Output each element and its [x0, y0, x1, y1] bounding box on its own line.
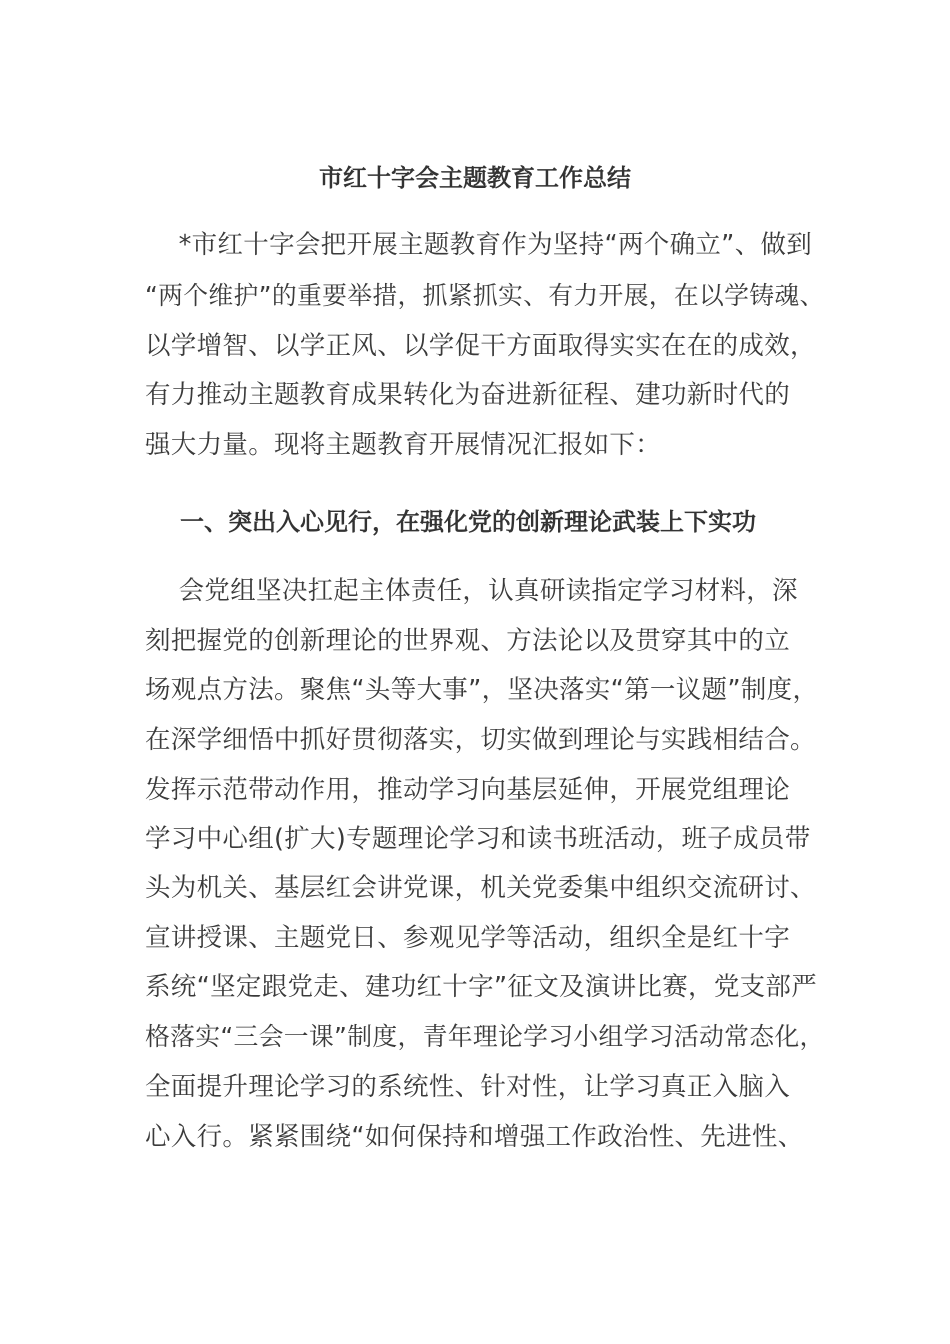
text-line: 格落实“三会一课”制度，青年理论学习小组学习活动常态化， [145, 1022, 825, 1051]
text-line: *市红十字会把开展主题教育作为坚持“两个确立”、做到 [145, 230, 813, 260]
document-title: 市红十字会主题教育工作总结 [319, 164, 631, 192]
section-heading: 一、突出入心见行，在强化党的创新理论武装上下实功 [180, 508, 756, 536]
text-line: 有力推动主题教育成果转化为奋进新征程、建功新时代的 [145, 380, 791, 410]
text-line: 在深学细悟中抓好贯彻落实，切实做到理论与实践相结合。 [145, 725, 816, 755]
text-line: 宣讲授课、主题党日、参观见学等活动，组织全是红十字 [145, 923, 791, 953]
text-line: 刻把握党的创新理论的世界观、方法论以及贯穿其中的立 [145, 626, 791, 656]
text-line: 场观点方法。聚焦“头等大事”，坚决落实“第一议题”制度， [145, 675, 819, 705]
text-line: 强大力量。现将主题教育开展情况汇报如下： [145, 430, 662, 460]
text-line: 全面提升理论学习的系统性、针对性，让学习真正入脑入 [145, 1072, 791, 1102]
text-line: “两个维护”的重要举措，抓紧抓实、有力开展，在以学铸魂、 [145, 281, 825, 310]
text-line: 发挥示范带动作用，推动学习向基层延伸，开展党组理论 [145, 775, 791, 805]
text-line: 头为机关、基层红会讲党课，机关党委集中组织交流研讨、 [145, 873, 816, 903]
text-line: 学习中心组(扩大)专题理论学习和读书班活动，班子成员带 [145, 824, 811, 854]
text-line: 心入行。紧紧围绕“如何保持和增强工作政治性、先进性、 [145, 1122, 804, 1152]
text-line: 以学增智、以学正风、以学促干方面取得实实在在的成效， [145, 331, 816, 361]
text-line: 系统“坚定跟党走、建功红十字”征文及演讲比赛，党支部严 [145, 972, 818, 1002]
text-line: 会党组坚决扛起主体责任，认真研读指定学习材料，深 [145, 576, 798, 606]
